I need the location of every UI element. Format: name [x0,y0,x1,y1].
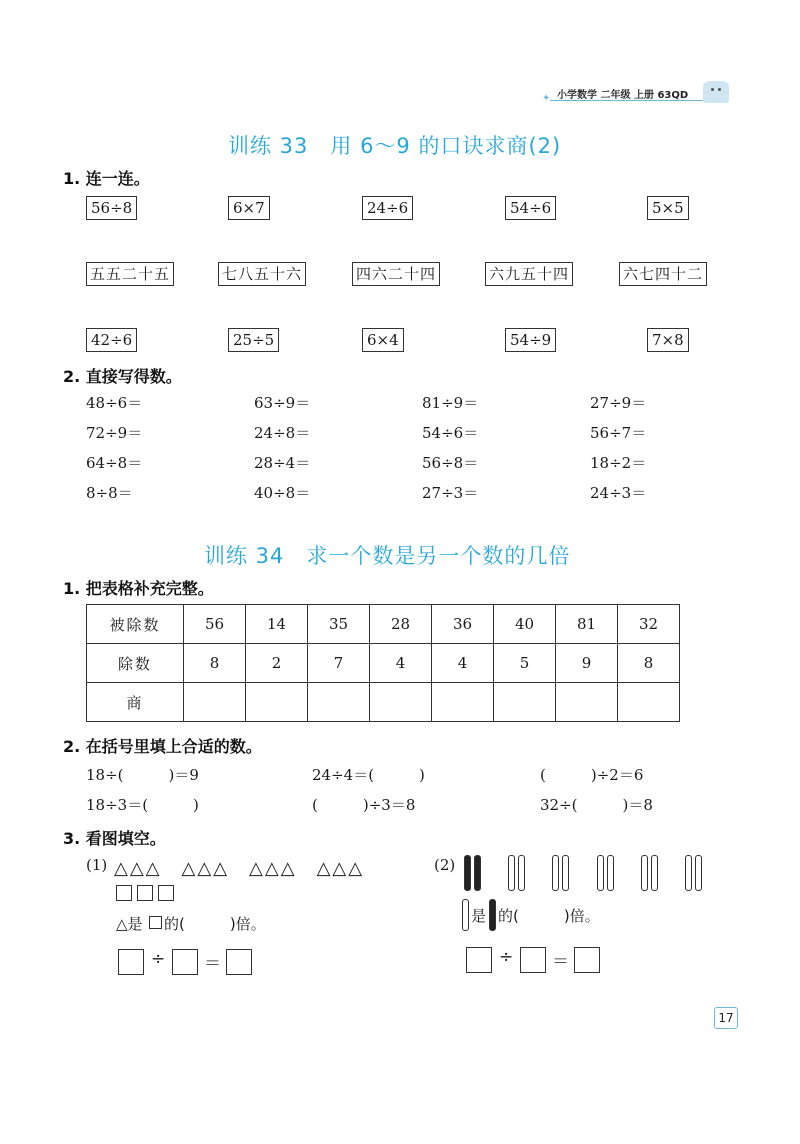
answer-box[interactable] [226,949,252,975]
connect-rhyme-1[interactable]: 五五二十五 [86,262,174,286]
stick-dark-icon [474,855,481,891]
bracket-item[interactable]: 18÷3＝( ) [86,796,199,814]
connect-top-1[interactable]: 56÷8 [86,196,137,220]
quotient-answer-cell[interactable] [246,683,308,722]
square-shape [137,885,153,901]
calc-item: 72÷9＝ [86,424,143,442]
answer-box[interactable] [172,949,198,975]
question-direct-label: 2. 直接写得数。 [63,367,182,386]
stick-icon [641,855,648,891]
connect-rhyme-4[interactable]: 六九五十四 [485,262,573,286]
quotient-answer-cell[interactable] [370,683,432,722]
page-number: 17 [714,1007,738,1029]
calc-item: 48÷6＝ [86,394,143,412]
calc-item: 27÷3＝ [422,484,479,502]
connect-top-3[interactable]: 24÷6 [362,196,413,220]
quotient-answer-cell[interactable] [184,683,246,722]
lesson-title-34: 训练 34 求一个数是另一个数的几倍 [204,544,571,568]
equals-sign: ＝ [204,954,221,974]
divisor-cell: 5 [494,644,556,683]
table-row-dividend [87,605,680,644]
stick-icon [597,855,604,891]
stick-icon [462,899,469,931]
calc-item: 81÷9＝ [422,394,479,412]
calc-item: 18÷2＝ [590,454,647,472]
stick-dark-icon [464,855,471,891]
divisor-cell: 7 [308,644,370,683]
square-shape [116,885,132,901]
lesson-title-33: 训练 33 用 6～9 的口诀求商(2) [228,134,562,158]
divide-sign: ÷ [151,949,166,969]
calc-item: 40÷8＝ [254,484,311,502]
calc-item: 63÷9＝ [254,394,311,412]
quotient-answer-cell[interactable] [432,683,494,722]
equals-sign: ＝ [552,952,569,972]
divisor-cell: 9 [556,644,618,683]
division-table [86,604,680,722]
question-connect-label: 1. 连一连。 [63,169,150,188]
connect-top-4[interactable]: 54÷6 [505,196,556,220]
connect-rhyme-3[interactable]: 四六二十四 [352,262,440,286]
quotient-answer-cell[interactable] [556,683,618,722]
part-1-label: (1) [86,856,108,874]
quotient-answer-cell[interactable] [494,683,556,722]
connect-bottom-4[interactable]: 54÷9 [505,328,556,352]
dividend-cell: 14 [246,605,308,644]
dividend-cell: 81 [556,605,618,644]
row-header-dividend: 被除数 [87,605,184,644]
triangle-group: △△△ △△△ △△△ △△△ [114,858,365,879]
stick-icon [562,855,569,891]
question-picture-label: 3. 看图填空。 [63,829,166,848]
part-2-label: (2) [434,856,456,874]
square-shape [158,885,174,901]
calc-item: 64÷8＝ [86,454,143,472]
question-brackets-label: 2. 在括号里填上合适的数。 [63,737,262,756]
divisor-cell: 4 [432,644,494,683]
divisor-cell: 8 [184,644,246,683]
dividend-cell: 36 [432,605,494,644]
part-2-text-a: 是 [471,907,487,925]
calc-item: 24÷3＝ [590,484,647,502]
bracket-item[interactable]: ( )÷3＝8 [312,796,416,814]
table-row-divisor [87,644,680,683]
connect-top-2[interactable]: 6×7 [228,196,270,220]
bracket-item[interactable]: 32÷( )＝8 [540,796,653,814]
row-header-quotient: 商 [87,683,184,722]
calc-item: 56÷7＝ [590,424,647,442]
stick-icon [518,855,525,891]
dividend-cell: 32 [618,605,680,644]
divisor-cell: 4 [370,644,432,683]
book-header: 小学数学 二年级 上册 63QD [557,90,689,101]
header-star-icon: ✦ [542,93,551,104]
answer-box[interactable] [118,949,144,975]
divisor-cell: 2 [246,644,308,683]
answer-box[interactable] [520,947,546,973]
calc-item: 24÷8＝ [254,424,311,442]
calc-item: 54÷6＝ [422,424,479,442]
stick-icon [685,855,692,891]
connect-rhyme-2[interactable]: 七八五十六 [218,262,306,286]
divide-sign: ÷ [499,947,514,967]
connect-top-5[interactable]: 5×5 [647,196,689,220]
calc-item: 56÷8＝ [422,454,479,472]
row-header-divisor: 除数 [87,644,184,683]
dividend-cell: 28 [370,605,432,644]
stick-icon [695,855,702,891]
bracket-item[interactable]: 18÷( )＝9 [86,766,199,784]
stick-dark-icon [489,899,496,931]
quotient-answer-cell[interactable] [308,683,370,722]
dividend-cell: 40 [494,605,556,644]
question-table-label: 1. 把表格补充完整。 [63,579,214,598]
stick-icon [607,855,614,891]
stick-icon [508,855,515,891]
connect-rhyme-5[interactable]: 六七四十二 [619,262,707,286]
part-2-text-b[interactable]: 的( )倍。 [498,907,600,925]
table-row-quotient [87,683,680,722]
mascot-icon [703,81,729,103]
inline-square-icon [149,916,162,929]
divisor-cell: 8 [618,644,680,683]
part-1-text-b[interactable]: 的( )倍。 [164,915,266,933]
stick-icon [651,855,658,891]
quotient-answer-cell[interactable] [618,683,680,722]
calc-item: 8÷8＝ [86,484,133,502]
connect-bottom-3[interactable]: 6×4 [362,328,404,352]
connect-bottom-5[interactable]: 7×8 [647,328,689,352]
calc-item: 28÷4＝ [254,454,311,472]
dividend-cell: 56 [184,605,246,644]
answer-box[interactable] [574,947,600,973]
calc-item: 27÷9＝ [590,394,647,412]
bracket-item[interactable]: 24÷4＝( ) [312,766,425,784]
connect-bottom-1[interactable]: 42÷6 [86,328,137,352]
dividend-cell: 35 [308,605,370,644]
stick-icon [552,855,559,891]
answer-box[interactable] [466,947,492,973]
connect-bottom-2[interactable]: 25÷5 [228,328,279,352]
part-1-text-a: △是 [116,915,143,933]
bracket-item[interactable]: ( )÷2＝6 [540,766,644,784]
